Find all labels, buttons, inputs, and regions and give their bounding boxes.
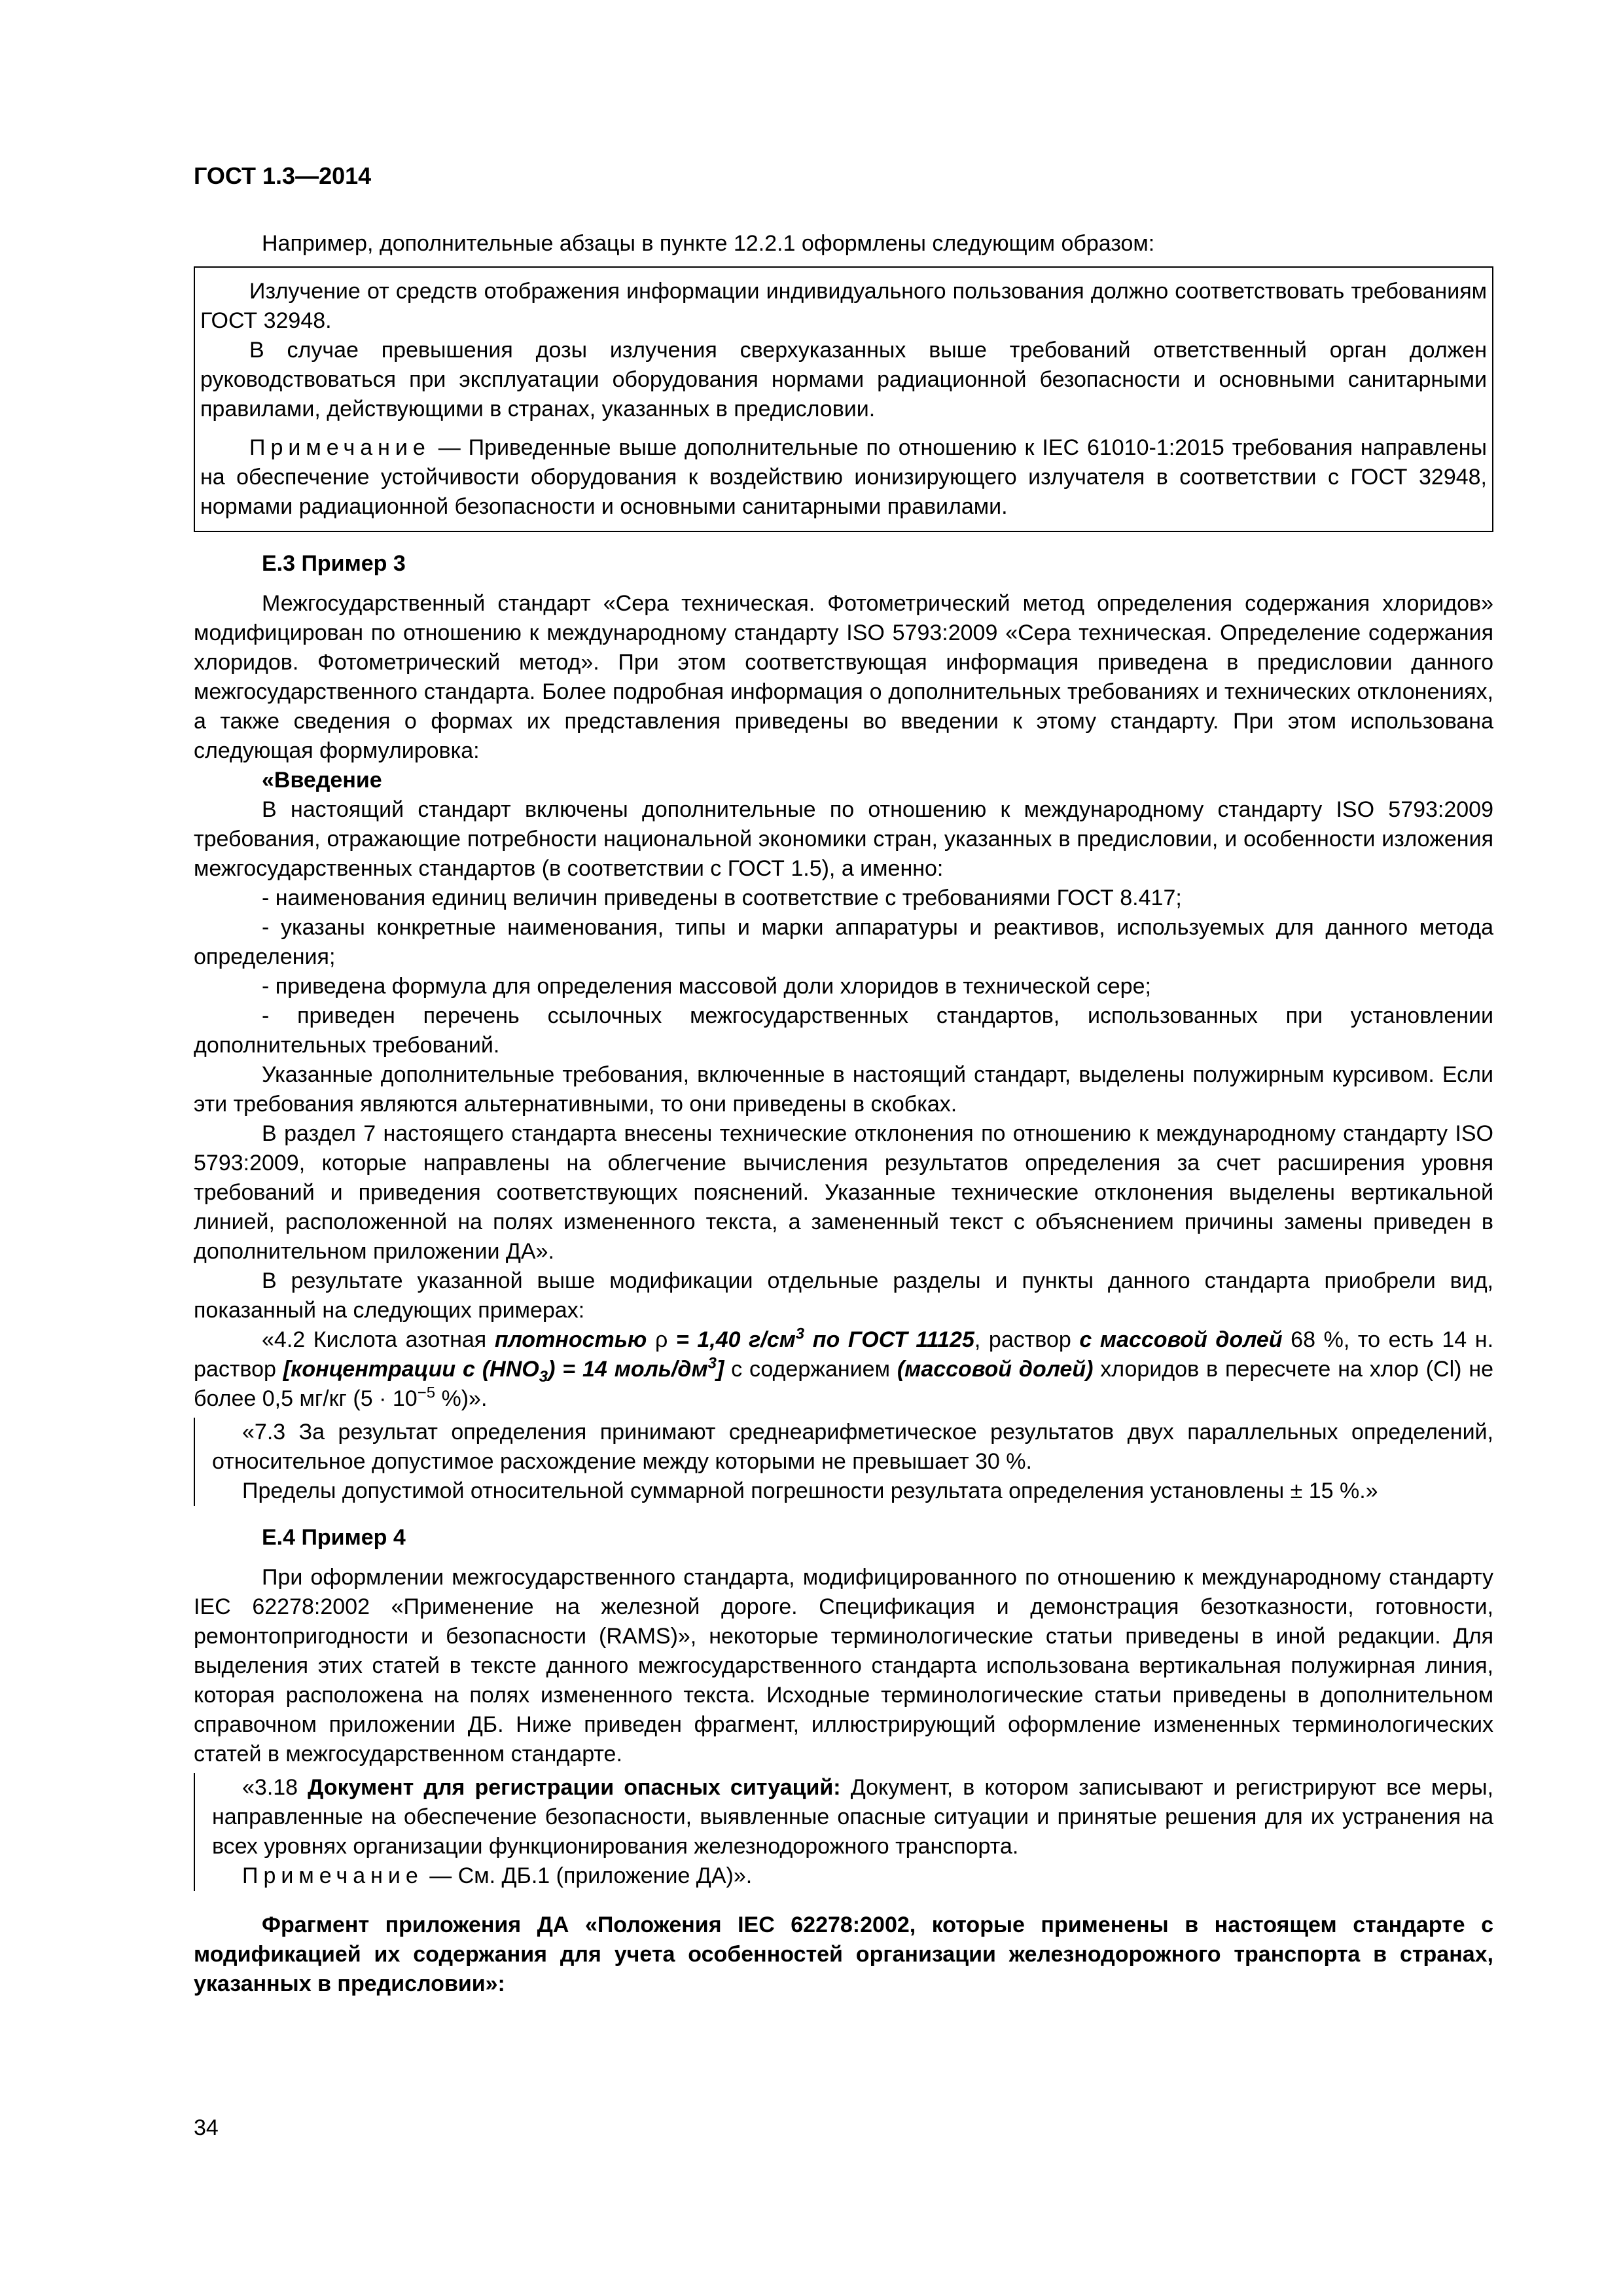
ex42-bold-italic: ) = 14 моль/дм <box>548 1357 708 1382</box>
e3-list-item: - приведен перечень ссылочных межгосударственных стандартов, использованных при установлении дополнительных требований. <box>194 1003 1493 1058</box>
fragment-title: Фрагмент приложения ДА «Положения IEC 62278:2002, которые применены в настоящем стандарте с модификацией их содержания для учета особенностей организации железнодорожного транспорта в странах, указанных в предисловии»: <box>194 1912 1493 1996</box>
e3-list-item: - указаны конкретные наименования, типы и марки аппаратуры и реактивов, используемых для данного метода определения; <box>194 915 1493 969</box>
ex42-text: 68 %, то есть 14 н. раствор <box>194 1327 1494 1382</box>
term-name: Документ для регистрации опасных ситуаций: <box>308 1775 841 1800</box>
term-definition: Документ, в котором записывают и регистрируют все меры, направленные на обеспечение безопасности, выявленные опасные ситуации и принятые решения для их устранения на всех уровнях организации функционирования железнодорожного транспорта. <box>212 1775 1493 1859</box>
box-paragraph-1: Излучение от средств отображения информации индивидуального пользования должно соответствовать требованиям ГОСТ 32948. <box>200 279 1487 333</box>
e3-list-item: - приведена формула для определения массовой доли хлоридов в технической сере; <box>262 974 1151 999</box>
example-7-3: «7.3 За результат определения принимают среднеарифметическое результатов двух параллельных определений, относительное допустимое расхождение между которыми не превышает 30 %. <box>212 1420 1493 1474</box>
box-paragraph-2: В случае превышения дозы излучения сверхуказанных выше требований ответственный орган должен руководствоваться при эксплуатации оборудования нормами радиационной безопасности и основными санитарными правилами, действующими в странах, указанных в предисловии. <box>200 338 1487 422</box>
ex42-superscript: −5 <box>417 1384 436 1402</box>
ex42-bold-italic: (массовой долей) <box>897 1357 1094 1382</box>
ex42-text: ρ <box>647 1327 676 1352</box>
ex42-text: «4.2 Кислота азотная <box>262 1327 495 1352</box>
technical-deviation-block <box>194 1418 1493 1506</box>
ex42-text: с содержанием <box>724 1357 897 1382</box>
box-note <box>200 433 1487 522</box>
ex42-bold-italic: с массовой долей <box>1079 1327 1283 1352</box>
page-number: 34 <box>194 2115 219 2140</box>
e4-paragraph-1: При оформлении межгосударственного стандарта, модифицированного по отношению к международному стандарту IEC 62278:2002 «Применение на железной дороге. Спецификация и демонстрация безотказности, готовности, ремонтопригодности и безопасности (RAMS)», некоторые терминологические статьи приведены в иной редакции. Для выделения этих статей в тексте данного межгосударственного стандарта использована вертикальная полужирная линия, которая расположена на полях измененного текста. Исходные терминологические статьи приведены в дополнительном справочном приложении ДБ. Ниже приведен фрагмент, иллюстрирующий оформление измененных терминологических статей в межгосударственном стандарте. <box>194 1565 1493 1767</box>
term-3-18 <box>212 1773 1493 1861</box>
term-note-label: Примечание <box>242 1863 423 1888</box>
e3-introduction-heading: «Введение <box>262 768 382 793</box>
ex42-bold-italic: плотностью <box>494 1327 647 1352</box>
ex42-bold-italic: ] <box>716 1357 724 1382</box>
ex42-text: , раствор <box>974 1327 1080 1352</box>
ex42-text: %)». <box>435 1386 488 1411</box>
modified-term-block <box>194 1773 1493 1891</box>
ex42-text: хлоридов в пересчете на хлор (Cl) не более 0,5 мг/кг (5 · 10 <box>194 1357 1494 1411</box>
e3-paragraph-3: Указанные дополнительные требования, включенные в настоящий стандарт, выделены полужирным курсивом. Если эти требования являются альтернативными, то они приведены в скобках. <box>194 1062 1493 1117</box>
intro-paragraph: Например, дополнительные абзацы в пункте 12.2.1 оформлены следующим образом: <box>262 231 1155 256</box>
example-7-3-limits: Пределы допустимой относительной суммарной погрешности результата определения установлены ± 15 %.» <box>242 1479 1378 1503</box>
section-e4-title: Е.4 Пример 4 <box>262 1525 406 1550</box>
ex42-superscript: 3 <box>795 1325 805 1343</box>
e3-paragraph-5: В результате указанной выше модификации отдельные разделы и пункты данного стандарта приобрели вид, показанный на следующих примерах: <box>194 1268 1493 1323</box>
box-note-text: — Приведенные выше дополнительные по отношению к IEC 61010-1:2015 требования направлены на обеспечение устойчивости оборудования к воздействию ионизирующего излучателя в соответствии с ГОСТ 32948, нормами радиационной безопасности и основными санитарными правилами. <box>200 435 1487 519</box>
e3-paragraph-4: В раздел 7 настоящего стандарта внесены технические отклонения по отношению к международному стандарту ISO 5793:2009, которые направлены на облегчение вычисления результатов определения за счет расширения уровня требований и приведения соответствующих пояснений. Указанные технические отклонения выделены вертикальной линией, расположенной на полях измененного текста, а замененный текст с объяснением причины замены приведен в дополнительном приложении ДА». <box>194 1121 1493 1264</box>
ex42-superscript: 3 <box>707 1354 717 1372</box>
page-content <box>194 229 1493 1999</box>
ex42-bold-italic: по ГОСТ 11125 <box>804 1327 974 1352</box>
ex42-subscript: 3 <box>539 1367 548 1386</box>
example-box <box>194 266 1493 532</box>
term-note-text: — См. ДБ.1 (приложение ДА)». <box>423 1863 753 1888</box>
e3-list-item: - наименования единиц величин приведены в соответствие с требованиями ГОСТ 8.417; <box>262 886 1182 910</box>
ex42-bold-italic: = 1,40 г/см <box>675 1327 796 1352</box>
document-id-header: ГОСТ 1.3—2014 <box>194 162 372 189</box>
term-note <box>212 1861 1493 1891</box>
e3-paragraph-1: Межгосударственный стандарт «Сера техническая. Фотометрический метод определения содержания хлоридов» модифицирован по отношению к международному стандарту ISO 5793:2009 «Сера техническая. Определение содержания хлоридов. Фотометрический метод». При этом соответствующая информация приведена в предисловии данного межгосударственного стандарта. Более подробная информация о дополнительных требованиях и технических отклонениях, а также сведения о формах их представления приведены во введении к этому стандарту. При этом использована следующая формулировка: <box>194 591 1493 763</box>
term-number: «3.18 <box>242 1775 308 1800</box>
section-e3-title: Е.3 Пример 3 <box>262 551 406 576</box>
e3-paragraph-2: В настоящий стандарт включены дополнительные по отношению к международному стандарту ISO 5793:2009 требования, отражающие потребности национальной экономики стран, указанных в предисловии, и особенности изложения межгосударственных стандартов (в соответствии с ГОСТ 1.5), а именно: <box>194 797 1493 881</box>
example-4-2 <box>194 1325 1493 1414</box>
ex42-bold-italic: [концентрации с (HNO <box>283 1357 539 1382</box>
box-note-label: Примечание <box>249 435 431 460</box>
